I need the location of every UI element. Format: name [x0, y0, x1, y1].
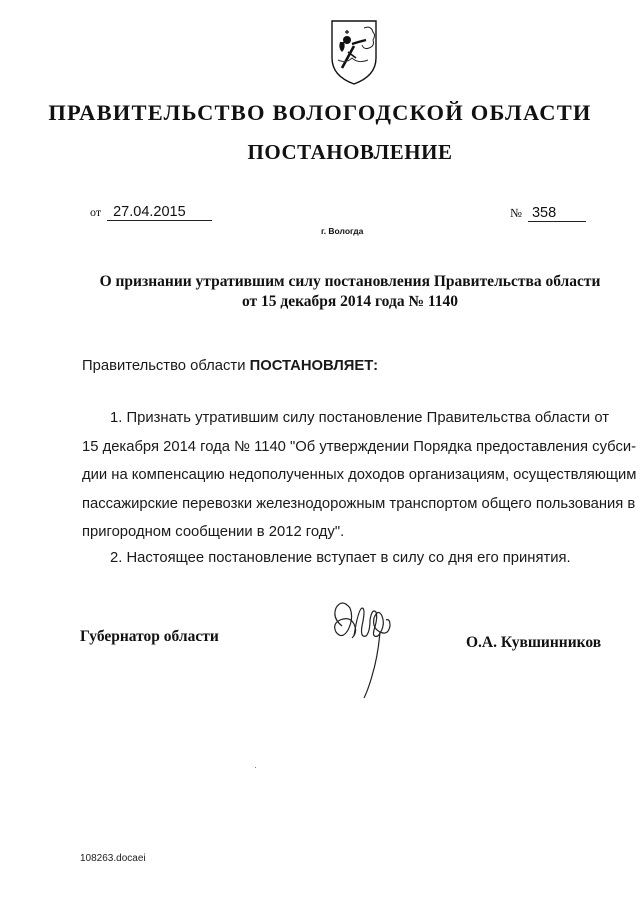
document-date — [90, 204, 212, 221]
intro-text: Правительство области — [82, 358, 250, 374]
date-value: 27.04.2015 — [107, 204, 212, 221]
number-label: № — [510, 206, 522, 220]
paragraph-1-line: 15 декабря 2014 года № 1140 "Об утверждении Порядка предоставления субси- — [82, 438, 637, 455]
signatory-position: Губернатор области — [80, 628, 219, 645]
scan-speck — [255, 767, 256, 768]
paragraph-2: 2. Настоящее постановление вступает в силу со дня его принятия. — [110, 550, 571, 566]
date-from-label: от — [90, 205, 102, 219]
intro-emphasis: ПОСТАНОВЛЯЕТ: — [249, 358, 379, 374]
number-value: 358 — [528, 205, 586, 222]
coat-of-arms-icon — [328, 18, 380, 86]
signatory-name: О.А. Кувшинников — [466, 634, 602, 651]
paragraph-1-line: пригородном сообщении в 2012 году". — [82, 524, 345, 540]
organization-title: ПРАВИТЕЛЬСТВО ВОЛОГОДСКОЙ ОБЛАСТИ — [48, 100, 592, 125]
paragraph-1-line: пассажирские перевозки железнодорожным транспортом общего пользования в — [82, 495, 636, 512]
city-label: г. Вологда — [321, 226, 364, 236]
paragraph-1-line: дии на компенсацию недополученных доходов организациям, осуществляющим — [82, 467, 637, 483]
document-number — [510, 205, 586, 222]
paragraph-1 — [82, 404, 637, 547]
file-reference: 108263.docaei — [80, 853, 146, 864]
paragraph-1-line: 1. Признать утратившим силу постановление Правительства области от — [110, 410, 609, 426]
subject-line-1: О признании утратившим силу постановления Правительства области — [99, 273, 601, 290]
document-type-title: ПОСТАНОВЛЕНИЕ — [247, 140, 453, 164]
document-subject — [90, 272, 610, 312]
resolution-intro — [82, 358, 378, 374]
signature-icon — [328, 596, 418, 700]
subject-line-2: от 15 декабря 2014 года № 1140 — [241, 293, 459, 310]
